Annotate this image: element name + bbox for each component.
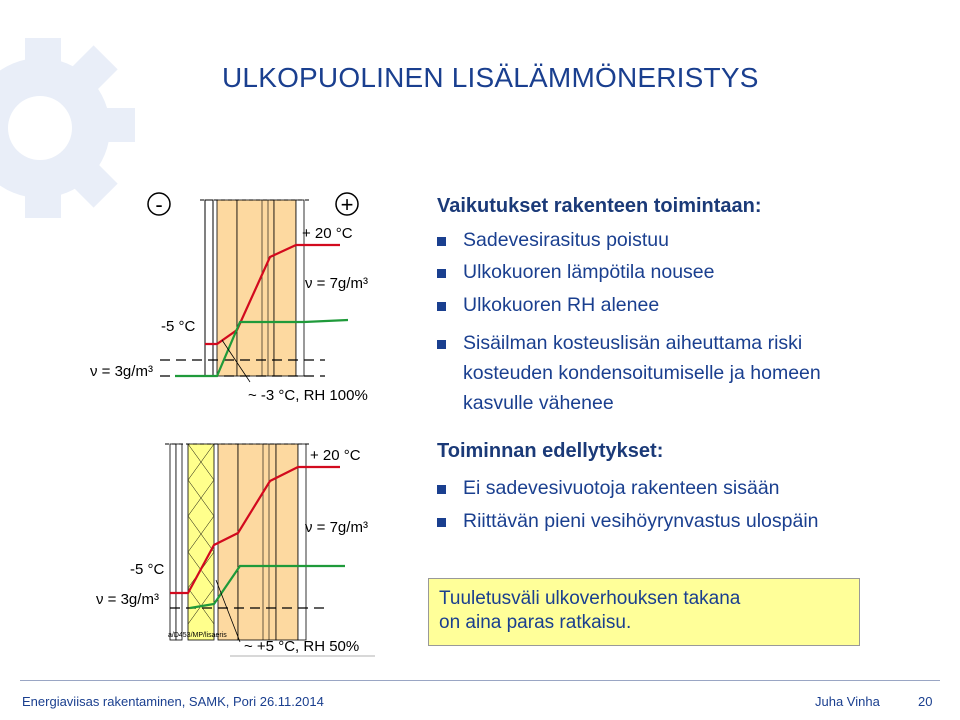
callout-box	[428, 578, 860, 646]
conditions-item-2: Riittävän pieni vesihöyrynvastus ulospäin	[463, 510, 819, 532]
callout-line-1: Tuuletusväli ulkoverhouksen takana	[439, 588, 741, 609]
square-bullet-icon	[437, 518, 446, 527]
footer-event: Energiaviisas rakentaminen, SAMK, Pori 26.11.2014	[22, 694, 324, 709]
conditions-heading: Toiminnan edellytykset:	[437, 440, 664, 462]
top-inside-vapor: ν = 7g/m³	[305, 275, 368, 292]
callout-line-2: on aina paras ratkaisu.	[439, 612, 632, 633]
footer-divider	[20, 680, 940, 681]
square-bullet-icon	[437, 340, 446, 349]
effects-item-1: Sadevesirasitus poistuu	[463, 229, 669, 251]
bottom-inside-temp: + 20 °C	[310, 447, 361, 464]
square-bullet-icon	[437, 269, 446, 278]
drawing-credit: a/D453/MP/lisaeris	[168, 632, 227, 639]
conditions-item-1: Ei sadevesivuotoja rakenteen sisään	[463, 477, 780, 499]
wall-diagrams	[0, 0, 420, 680]
effects-heading: Vaikutukset rakenteen toimintaan:	[437, 195, 762, 217]
bottom-wall-diagram	[165, 444, 375, 656]
square-bullet-icon	[437, 302, 446, 311]
effects-item-4-cont2: kasvulle vähenee	[463, 392, 614, 414]
plus-sign: +	[340, 192, 354, 217]
footer-author: Juha Vinha	[815, 694, 880, 709]
bottom-interface-result: ~ +5 °C, RH 50%	[244, 638, 360, 655]
bottom-outside-vapor: ν = 3g/m³	[96, 591, 159, 608]
effects-item-4: Sisäilman kosteuslisän aiheuttama riski	[463, 332, 803, 354]
bottom-inside-vapor: ν = 7g/m³	[305, 519, 368, 536]
effects-item-2: Ulkokuoren lämpötila nousee	[463, 261, 715, 283]
page-title: ULKOPUOLINEN LISÄLÄMMÖNERISTYS	[222, 62, 759, 93]
square-bullet-icon	[437, 485, 446, 494]
minus-sign: -	[155, 192, 163, 217]
top-inside-temp: + 20 °C	[302, 225, 353, 242]
top-outside-vapor: ν = 3g/m³	[90, 363, 153, 380]
top-outside-temp: -5 °C	[161, 318, 196, 335]
page-number: 20	[918, 694, 933, 709]
effects-item-4-cont: kosteuden kondensoitumiselle ja homeen	[463, 362, 821, 384]
top-interface-result: ~ -3 °C, RH 100%	[248, 387, 368, 404]
effects-item-3: Ulkokuoren RH alenee	[463, 294, 660, 316]
square-bullet-icon	[437, 237, 446, 246]
bottom-outside-temp: -5 °C	[130, 561, 165, 578]
